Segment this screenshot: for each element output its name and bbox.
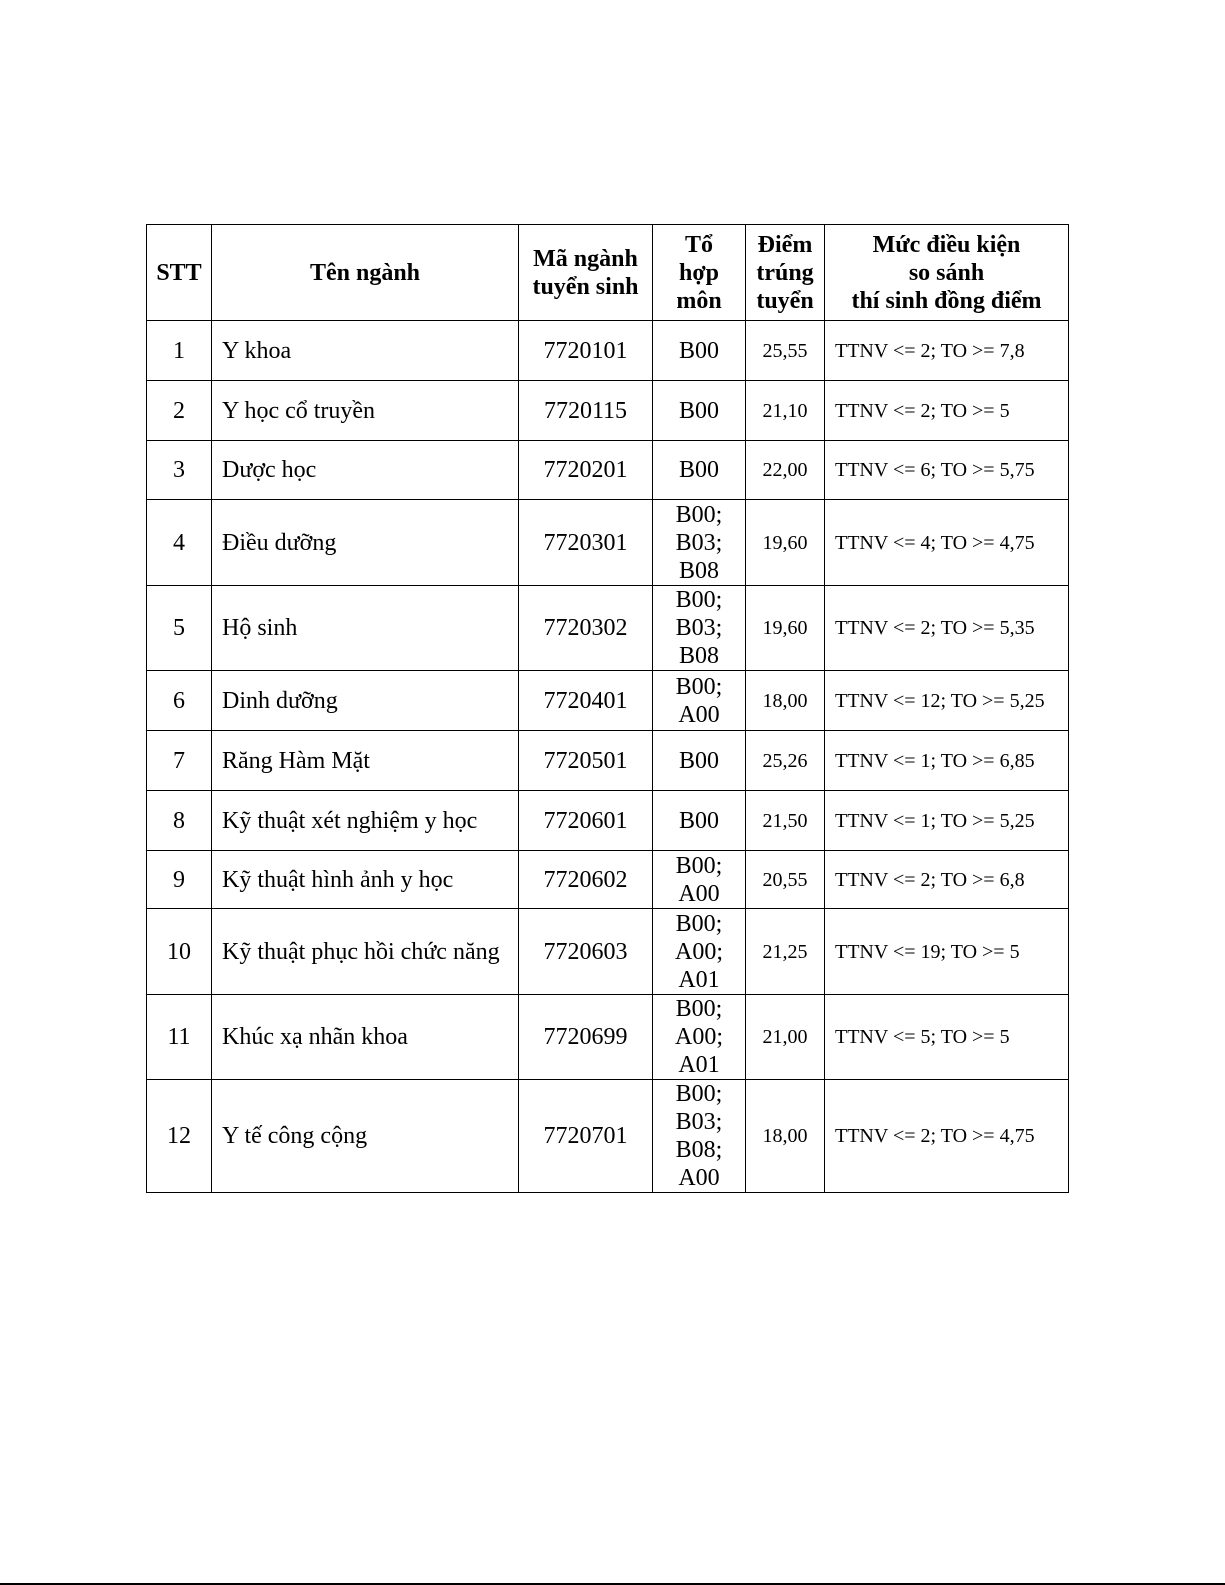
cell-dieu-kien: TTNV <= 2; TO >= 7,8 bbox=[825, 321, 1069, 381]
cell-ma-nganh: 7720699 bbox=[519, 995, 653, 1080]
table-row bbox=[147, 441, 1069, 500]
cell-to-hop: B00; A00; A01 bbox=[653, 909, 746, 995]
cell-diem: 19,60 bbox=[746, 586, 825, 671]
cell-to-hop: B00 bbox=[653, 381, 746, 441]
cell-diem: 22,00 bbox=[746, 441, 825, 500]
cell-ma-nganh: 7720701 bbox=[519, 1080, 653, 1193]
table-row bbox=[147, 500, 1069, 586]
cell-ma-nganh: 7720115 bbox=[519, 381, 653, 441]
header-to-hop: Tổ hợp môn bbox=[653, 225, 746, 321]
cell-dieu-kien: TTNV <= 19; TO >= 5 bbox=[825, 909, 1069, 995]
cell-diem: 21,10 bbox=[746, 381, 825, 441]
cell-diem: 25,26 bbox=[746, 731, 825, 791]
cell-dieu-kien: TTNV <= 12; TO >= 5,25 bbox=[825, 671, 1069, 731]
admission-scores-table bbox=[146, 224, 1069, 1193]
cell-stt: 4 bbox=[147, 500, 212, 586]
table-row bbox=[147, 586, 1069, 671]
cell-to-hop: B00 bbox=[653, 321, 746, 381]
header-ma-nganh: Mã ngành tuyển sinh bbox=[519, 225, 653, 321]
cell-to-hop: B00; B03; B08; A00 bbox=[653, 1080, 746, 1193]
cell-to-hop: B00; A00 bbox=[653, 851, 746, 909]
table-row bbox=[147, 995, 1069, 1080]
cell-dieu-kien: TTNV <= 6; TO >= 5,75 bbox=[825, 441, 1069, 500]
cell-stt: 6 bbox=[147, 671, 212, 731]
header-ten-nganh: Tên ngành bbox=[212, 225, 519, 321]
cell-ten-nganh: Hộ sinh bbox=[212, 586, 519, 671]
cell-dieu-kien: TTNV <= 2; TO >= 5 bbox=[825, 381, 1069, 441]
cell-stt: 8 bbox=[147, 791, 212, 851]
cell-ma-nganh: 7720603 bbox=[519, 909, 653, 995]
cell-diem: 20,55 bbox=[746, 851, 825, 909]
header-diem: Điểm trúng tuyển bbox=[746, 225, 825, 321]
cell-stt: 10 bbox=[147, 909, 212, 995]
table-row bbox=[147, 791, 1069, 851]
cell-to-hop: B00 bbox=[653, 731, 746, 791]
cell-stt: 2 bbox=[147, 381, 212, 441]
cell-dieu-kien: TTNV <= 2; TO >= 5,35 bbox=[825, 586, 1069, 671]
cell-ma-nganh: 7720602 bbox=[519, 851, 653, 909]
cell-dieu-kien: TTNV <= 1; TO >= 6,85 bbox=[825, 731, 1069, 791]
cell-stt: 1 bbox=[147, 321, 212, 381]
cell-ten-nganh: Y học cổ truyền bbox=[212, 381, 519, 441]
cell-to-hop: B00; A00; A01 bbox=[653, 995, 746, 1080]
cell-ten-nganh: Kỹ thuật hình ảnh y học bbox=[212, 851, 519, 909]
table-row bbox=[147, 381, 1069, 441]
header-stt: STT bbox=[147, 225, 212, 321]
cell-diem: 21,00 bbox=[746, 995, 825, 1080]
cell-diem: 19,60 bbox=[746, 500, 825, 586]
cell-dieu-kien: TTNV <= 5; TO >= 5 bbox=[825, 995, 1069, 1080]
cell-stt: 7 bbox=[147, 731, 212, 791]
cell-stt: 11 bbox=[147, 995, 212, 1080]
cell-to-hop: B00; B03; B08 bbox=[653, 500, 746, 586]
cell-ma-nganh: 7720301 bbox=[519, 500, 653, 586]
cell-ma-nganh: 7720302 bbox=[519, 586, 653, 671]
cell-ma-nganh: 7720101 bbox=[519, 321, 653, 381]
cell-ten-nganh: Khúc xạ nhãn khoa bbox=[212, 995, 519, 1080]
header-muc-dieu-kien: Mức điều kiện so sánh thí sinh đồng điểm bbox=[825, 225, 1069, 321]
cell-ten-nganh: Dinh dưỡng bbox=[212, 671, 519, 731]
cell-ten-nganh: Điều dưỡng bbox=[212, 500, 519, 586]
table-row bbox=[147, 321, 1069, 381]
table-row bbox=[147, 1080, 1069, 1193]
table-row bbox=[147, 851, 1069, 909]
cell-dieu-kien: TTNV <= 4; TO >= 4,75 bbox=[825, 500, 1069, 586]
cell-diem: 21,25 bbox=[746, 909, 825, 995]
cell-ten-nganh: Kỹ thuật xét nghiệm y học bbox=[212, 791, 519, 851]
cell-ten-nganh: Y tế công cộng bbox=[212, 1080, 519, 1193]
cell-diem: 18,00 bbox=[746, 1080, 825, 1193]
cell-stt: 5 bbox=[147, 586, 212, 671]
cell-diem: 25,55 bbox=[746, 321, 825, 381]
cell-to-hop: B00 bbox=[653, 791, 746, 851]
cell-ten-nganh: Răng Hàm Mặt bbox=[212, 731, 519, 791]
cell-ma-nganh: 7720501 bbox=[519, 731, 653, 791]
cell-to-hop: B00 bbox=[653, 441, 746, 500]
cell-dieu-kien: TTNV <= 2; TO >= 4,75 bbox=[825, 1080, 1069, 1193]
cell-ma-nganh: 7720201 bbox=[519, 441, 653, 500]
cell-dieu-kien: TTNV <= 1; TO >= 5,25 bbox=[825, 791, 1069, 851]
cell-ma-nganh: 7720601 bbox=[519, 791, 653, 851]
table-row bbox=[147, 909, 1069, 995]
cell-ten-nganh: Kỹ thuật phục hồi chức năng bbox=[212, 909, 519, 995]
cell-ten-nganh: Y khoa bbox=[212, 321, 519, 381]
cell-diem: 18,00 bbox=[746, 671, 825, 731]
cell-stt: 12 bbox=[147, 1080, 212, 1193]
cell-stt: 3 bbox=[147, 441, 212, 500]
cell-diem: 21,50 bbox=[746, 791, 825, 851]
table-row bbox=[147, 671, 1069, 731]
cell-ma-nganh: 7720401 bbox=[519, 671, 653, 731]
cell-to-hop: B00; B03; B08 bbox=[653, 586, 746, 671]
cell-to-hop: B00; A00 bbox=[653, 671, 746, 731]
cell-stt: 9 bbox=[147, 851, 212, 909]
table-header-row bbox=[147, 225, 1069, 321]
table-row bbox=[147, 731, 1069, 791]
cell-ten-nganh: Dược học bbox=[212, 441, 519, 500]
cell-dieu-kien: TTNV <= 2; TO >= 6,8 bbox=[825, 851, 1069, 909]
